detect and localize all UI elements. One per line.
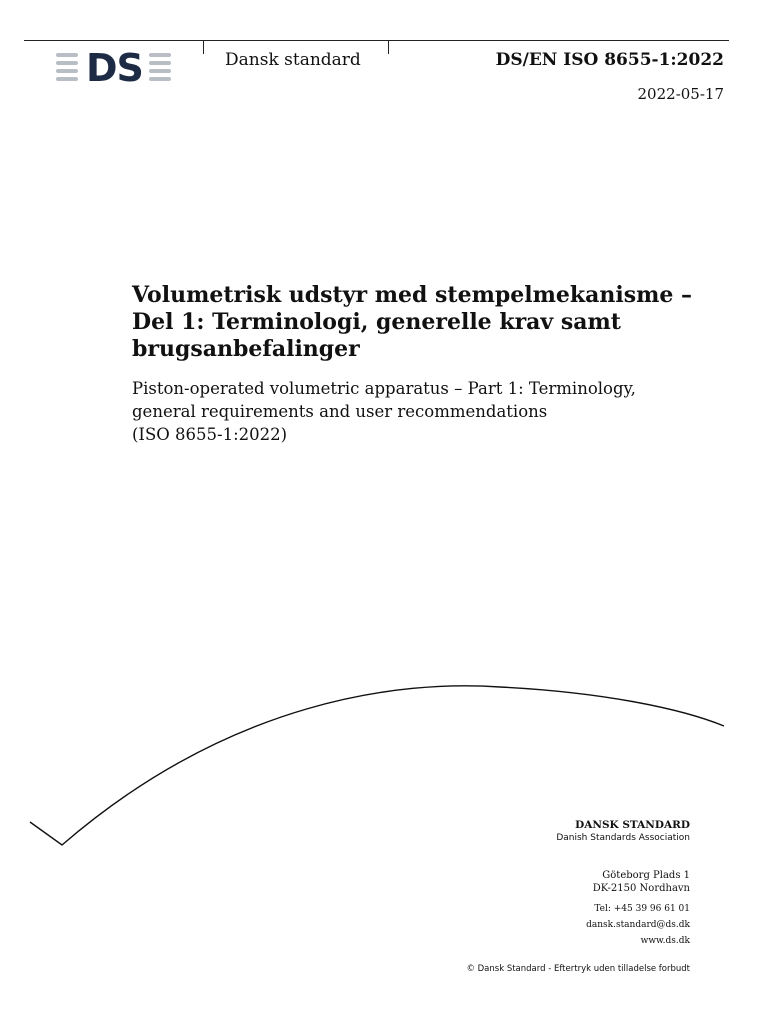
title-danish: Volumetrisk udstyr med stempelmekanisme – Del 1: Terminologi, generelle krav samt brugsanbefalinger [132,282,693,362]
telephone: Tel: +45 39 96 61 01 [594,904,690,914]
publisher-contact [586,901,690,949]
publisher-block [556,819,690,845]
title-english-line-2: general requirements and user recommendations [132,402,548,421]
email-link[interactable]: dansk.standard@ds.dk [586,920,690,930]
publication-date: 2022-05-17 [637,85,724,103]
publisher-name: DANSK STANDARD [575,819,690,831]
title-english-line-1: Piston-operated volumetric apparatus – Part 1: Terminology, [132,379,636,398]
logo-text: DS [86,46,143,90]
series-label: Dansk standard [225,50,361,70]
title-english-line-3: (ISO 8655-1:2022) [132,425,288,444]
publisher-subtitle: Danish Standards Association [556,833,690,843]
publisher-address [593,869,690,895]
address-line-1: Göteborg Plads 1 [602,870,690,881]
copyright-notice: © Dansk Standard - Eftertryk uden tilladelse forbudt [466,964,690,974]
address-line-2: DK-2150 Nordhavn [592,883,690,894]
standard-designation: DS/EN ISO 8655-1:2022 [495,50,724,70]
web-link[interactable]: www.ds.dk [640,936,690,946]
